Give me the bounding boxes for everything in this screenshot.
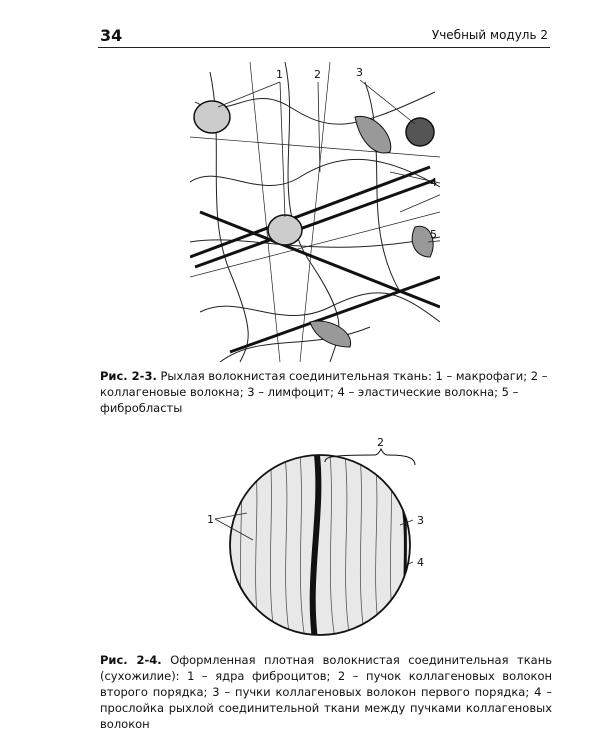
- fig2-callout-3: 3: [417, 514, 424, 527]
- figure-loose-connective-tissue: [190, 62, 440, 362]
- fig2-callout-1: 1: [207, 513, 214, 526]
- fig1-callout-2: 2: [314, 68, 321, 81]
- figure-2-3-label: Рис. 2-3.: [100, 369, 157, 383]
- figure-2-4-caption: [100, 652, 552, 732]
- page-number: 34: [100, 26, 123, 45]
- fig1-callout-5: 5: [430, 228, 437, 241]
- fig1-callout-4: 4: [430, 176, 437, 189]
- fig1-callout-1: 1: [276, 68, 283, 81]
- fig2-callout-2: 2: [377, 436, 384, 449]
- fig1-callout-3: 3: [356, 66, 363, 79]
- figure-tendon: [205, 435, 445, 640]
- figure-2-3-caption: [100, 368, 552, 416]
- figure-2-4-label: Рис. 2-4.: [100, 653, 162, 667]
- fig2-callout-4: 4: [417, 556, 424, 569]
- figure-2-3-caption-text: Рыхлая волокнистая соединительная ткань: 1 – макрофаги; 2 – коллагеновые волокна; 3 – лимфоцит; 4 – эластические волокна; 5 – фибробласты: [100, 369, 548, 415]
- running-head: Учебный модуль 2: [431, 28, 548, 42]
- figure-2-4-caption-text: Оформленная плотная волокнистая соединительная ткань (сухожилие): 1 – ядра фиброцитов; 2 – пучок коллагеновых волокон второго порядка; 3 – пучки коллагеновых волокон первого порядка; 4 – прослойка рыхлой соединительной ткани между пучками коллагеновых волокон: [100, 653, 553, 731]
- header-rule: [98, 47, 550, 48]
